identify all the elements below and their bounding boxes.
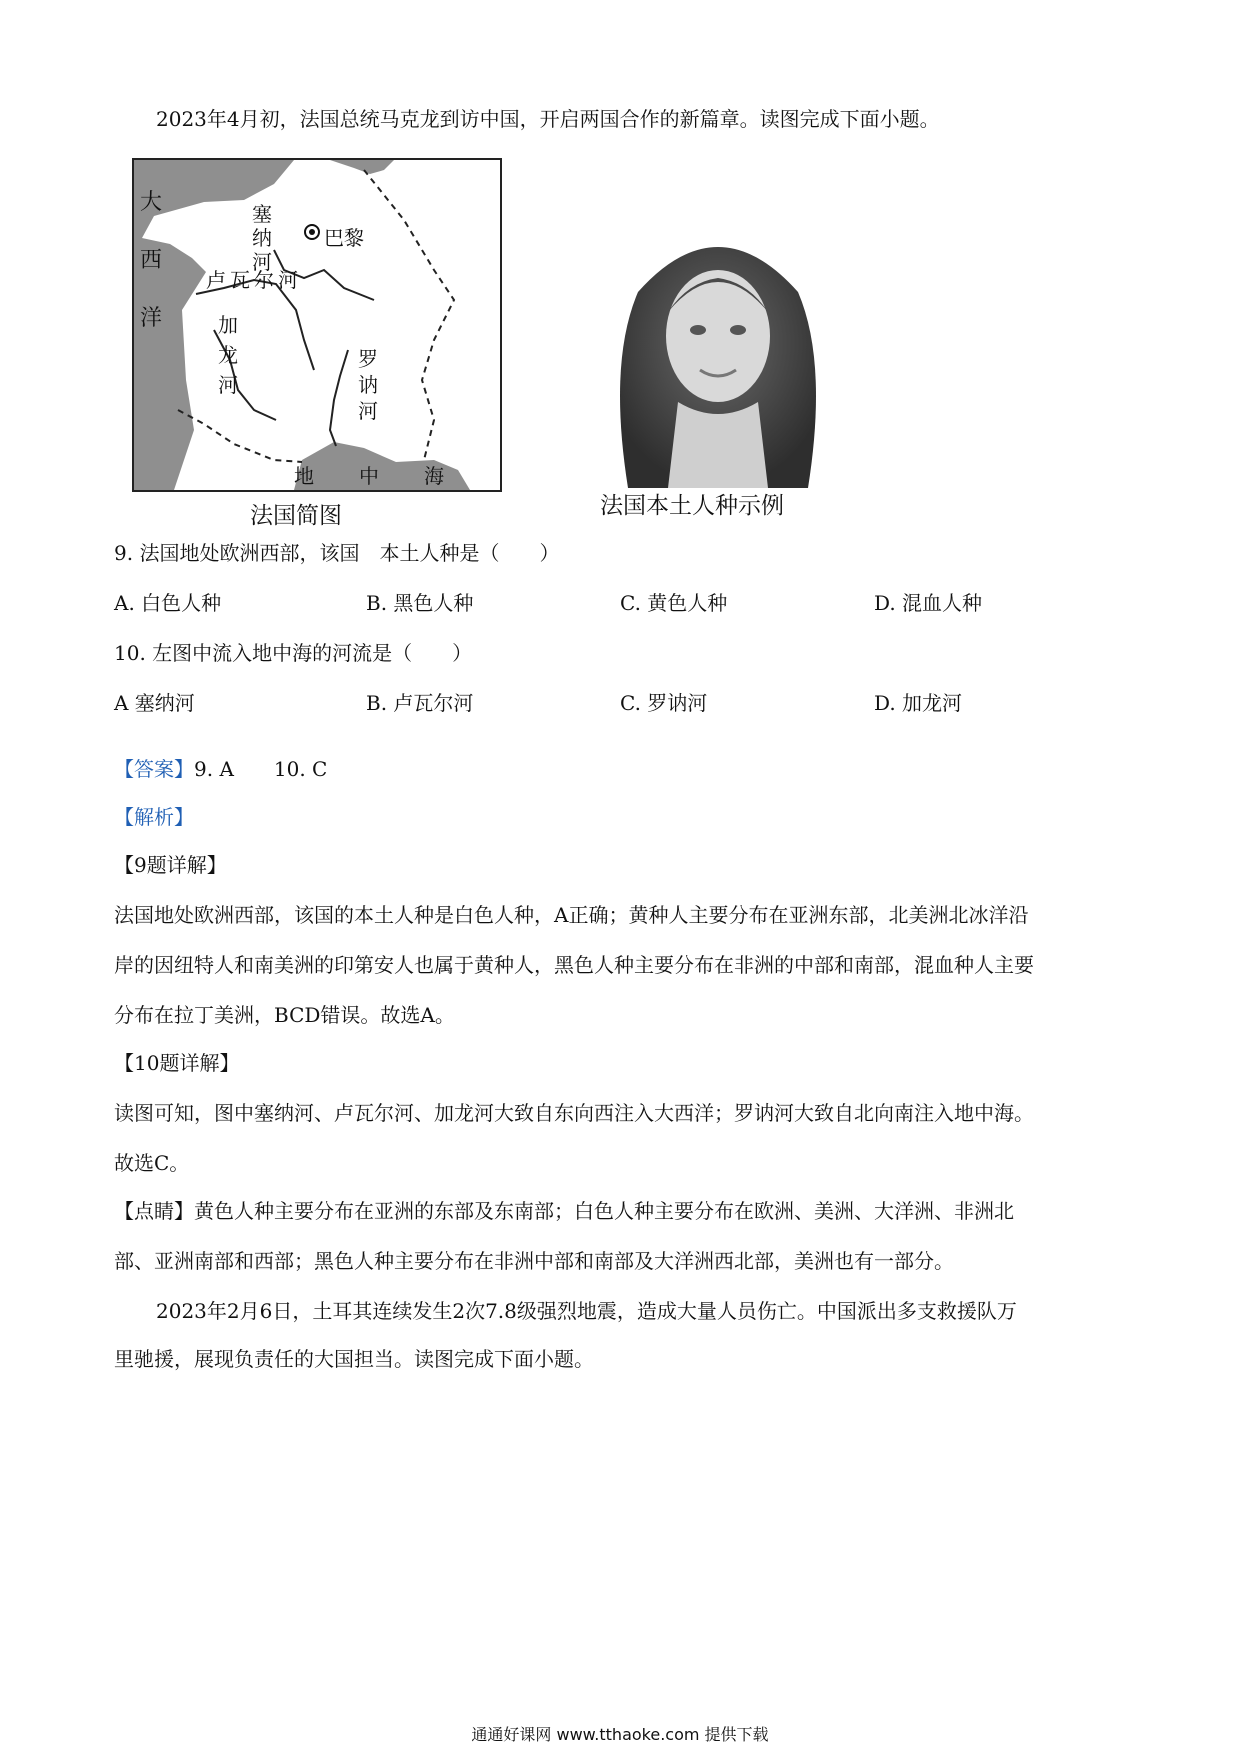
- ocean-char-2: 西: [140, 248, 163, 273]
- garonne-char-3: 河: [218, 373, 238, 397]
- capital-label: 巴黎: [324, 226, 364, 250]
- answer-text: 9. A 10. C: [194, 757, 328, 781]
- garonne-char-2: 龙: [218, 343, 238, 367]
- page-footer: 通通好课网 www.tthaoke.com 提供下载: [471, 1725, 769, 1744]
- dianjing-tag: 【点睛】: [114, 1199, 194, 1223]
- q9-option-d: D. 混血人种: [874, 591, 983, 615]
- portrait-illustration: [598, 212, 838, 488]
- q9-option-c: C. 黄色人种: [620, 591, 728, 615]
- seine-char-2: 纳: [252, 226, 272, 250]
- detail-9-line-2: 岸的因纽特人和南美洲的印第安人也属于黄种人，黑色人种主要分布在非洲的中部和南部，混血种人主要: [114, 953, 1034, 977]
- q10-option-b: B. 卢瓦尔河: [366, 691, 474, 715]
- detail-9-line-1: 法国地处欧洲西部，该国的本土人种是白色人种，A正确；黄种人主要分布在亚洲东部，北美洲北冰洋沿: [114, 903, 1029, 927]
- dianjing-line-2: 部、亚洲南部和西部；黑色人种主要分布在非洲中部和南部及大洋洲西北部，美洲也有一部分。: [114, 1249, 954, 1273]
- intro-text: 2023年4月初，法国总统马克龙到访中国，开启两国合作的新篇章。读图完成下面小题。: [156, 107, 940, 131]
- france-map-drawing: [134, 160, 500, 490]
- photo-caption: 法国本土人种示例: [600, 493, 784, 519]
- loire-label: 卢瓦尔河: [206, 268, 302, 292]
- seine-char-1: 塞: [252, 202, 272, 226]
- france-map: [132, 158, 502, 492]
- ocean-label: [140, 174, 162, 348]
- garonne-char-1: 加: [218, 313, 238, 337]
- dianjing-line-1: [114, 1198, 1014, 1224]
- q10-option-a: A 塞纳河: [114, 691, 195, 715]
- question-10-stem: 10. 左图中流入地中海的河流是（ ）: [114, 641, 473, 665]
- sea-label: [294, 460, 444, 489]
- person-photo: [598, 212, 838, 488]
- dianjing-text-1: 黄色人种主要分布在亚洲的东部及东南部；白色人种主要分布在欧洲、美洲、大洋洲、非洲北: [194, 1199, 1014, 1223]
- garonne-label: [218, 310, 238, 400]
- rhone-label: [358, 346, 378, 424]
- analysis-tag: 【解析】: [114, 805, 194, 829]
- seine-char-3: 河: [252, 250, 272, 274]
- q9-option-a: A. 白色人种: [114, 591, 222, 615]
- ocean-char-3: 洋: [140, 306, 163, 331]
- answer-tag: 【答案】: [114, 757, 194, 781]
- rhone-char-1: 罗: [358, 347, 378, 371]
- q10-option-c: C. 罗讷河: [620, 691, 708, 715]
- q10-option-d: D. 加龙河: [874, 691, 963, 715]
- sea-char-1: 地: [294, 464, 314, 488]
- intro2-line-2: 里驰援，展现负责任的大国担当。读图完成下面小题。: [114, 1347, 594, 1371]
- sea-char-3: 海: [424, 464, 444, 488]
- detail-10-title: 【10题详解】: [114, 1051, 240, 1075]
- question-9-stem: 9. 法国地处欧洲西部，该国 本土人种是（ ）: [114, 541, 560, 565]
- intro2-line-1: 2023年2月6日，土耳其连续发生2次7.8级强烈地震，造成大量人员伤亡。中国派出多支救援队万: [156, 1299, 1017, 1323]
- sea-char-2: 中: [359, 464, 379, 488]
- map-caption: 法国简图: [250, 503, 342, 529]
- answer-line: [114, 756, 327, 782]
- detail-10-line-1: 读图可知，图中塞纳河、卢瓦尔河、加龙河大致自东向西注入大西洋；罗讷河大致自北向南注入地中海。: [114, 1101, 1034, 1125]
- detail-9-title: 【9题详解】: [114, 853, 227, 877]
- detail-10-line-2: 故选C。: [114, 1151, 190, 1175]
- q9-option-b: B. 黑色人种: [366, 591, 474, 615]
- rhone-char-2: 讷: [358, 373, 378, 397]
- detail-9-line-3: 分布在拉丁美洲，BCD错误。故选A。: [114, 1003, 455, 1027]
- ocean-char-1: 大: [140, 190, 163, 215]
- rhone-char-3: 河: [358, 399, 378, 423]
